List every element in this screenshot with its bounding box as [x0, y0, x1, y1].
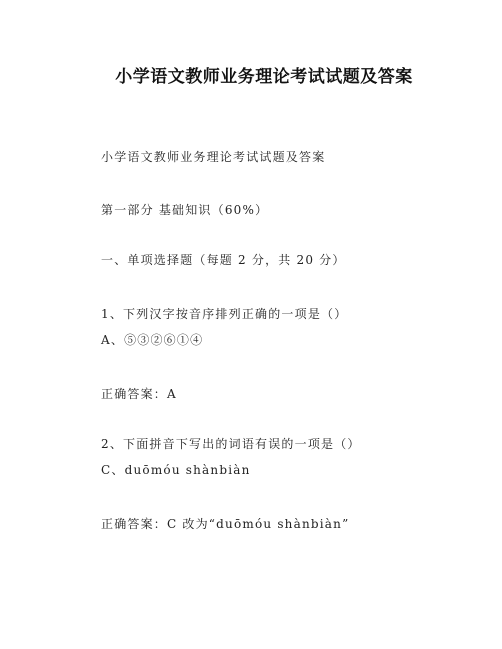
question-1-answer: 正确答案：A — [101, 387, 177, 401]
question-1-text: 1、下列汉字按音序排列正确的一项是（） — [101, 307, 348, 321]
question-1-option: A、⑤③②⑥①④ — [101, 333, 204, 347]
question-2-text: 2、下面拼音下写出的词语有误的一项是（） — [101, 437, 361, 451]
document-subtitle: 小学语文教师业务理论考试试题及答案 — [101, 150, 326, 164]
document-title: 小学语文教师业务理论考试试题及答案 — [115, 67, 413, 87]
question-2-answer: 正确答案：C 改为“duōmóu shànbiàn” — [101, 517, 350, 531]
section-heading: 一、单项选择题（每题 2 分，共 20 分） — [101, 253, 346, 267]
question-2-option: C、duōmóu shànbiàn — [101, 463, 251, 477]
part-heading: 第一部分 基础知识（60%） — [101, 203, 269, 217]
